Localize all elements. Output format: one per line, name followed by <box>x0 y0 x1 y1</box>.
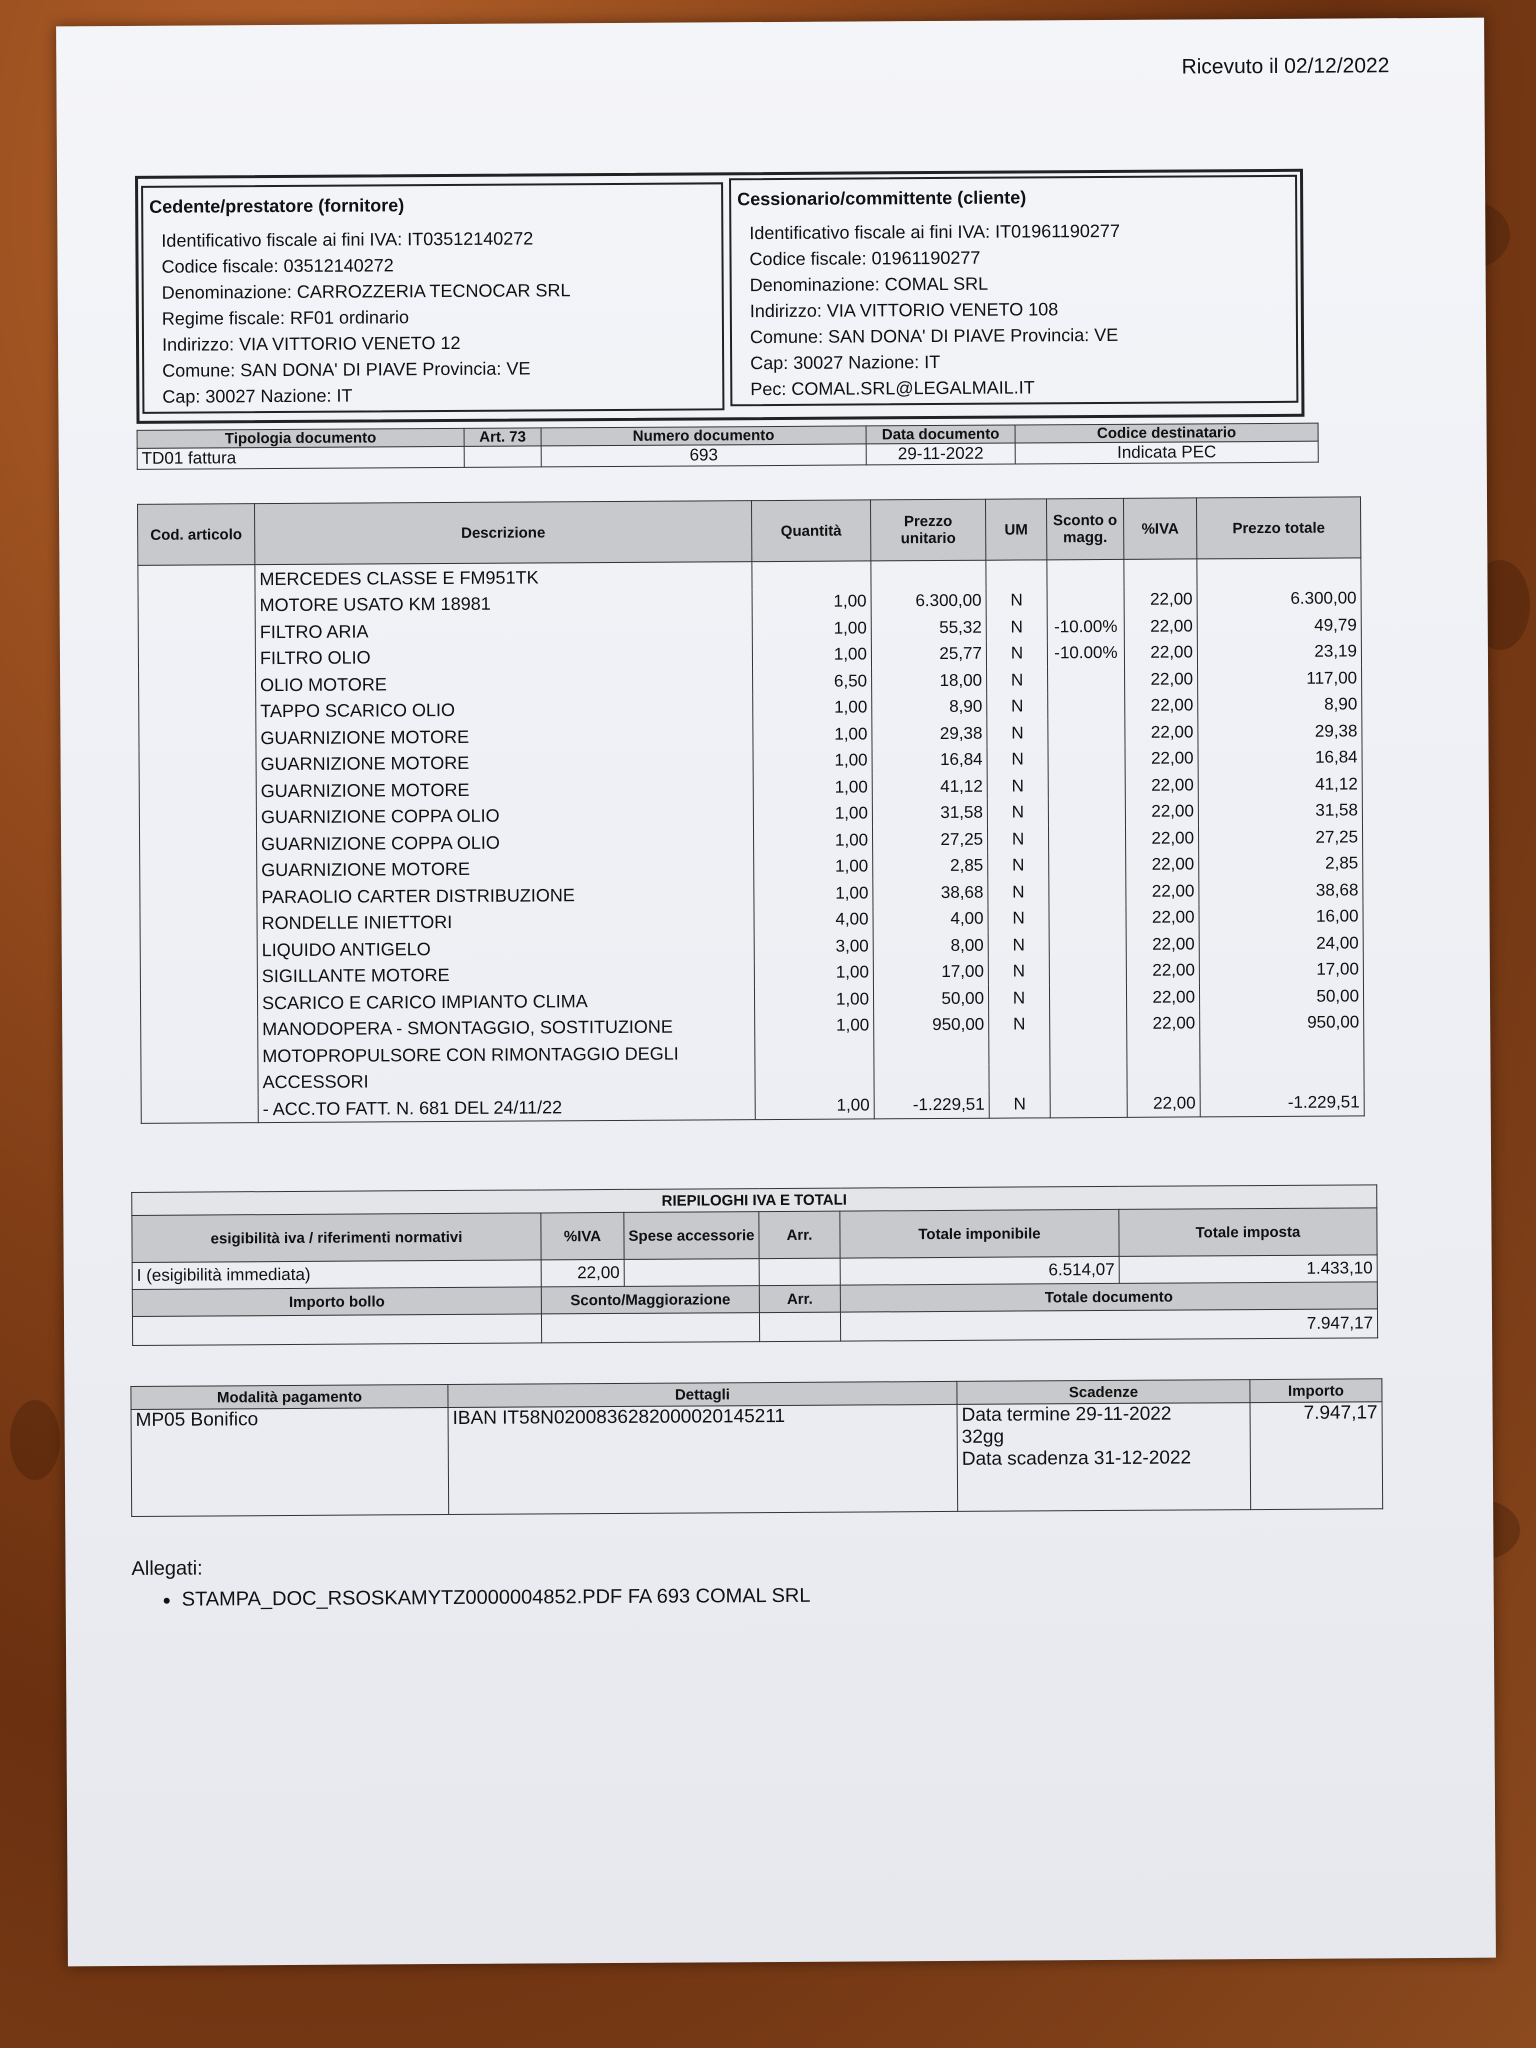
supplier-block <box>141 182 724 414</box>
item-vat: 22,00 <box>1125 692 1198 719</box>
item-description: FILTRO ARIA <box>255 615 752 645</box>
item-unit-price: 31,58 <box>872 799 987 826</box>
item-vat: 22,00 <box>1126 930 1199 957</box>
document-type: TD01 fattura <box>137 446 464 469</box>
item-vat: 22,00 <box>1126 983 1199 1010</box>
art73-value <box>464 446 541 467</box>
customer-line: Cap: 30027 Nazione: IT <box>750 351 941 374</box>
items-header: %IVA <box>1123 498 1196 559</box>
item-discount <box>1050 1010 1127 1037</box>
item-discount <box>1049 984 1126 1011</box>
item-quantity: 1,00 <box>752 641 871 668</box>
item-total <box>1197 558 1361 586</box>
item-vat <box>1127 1063 1200 1090</box>
item-discount <box>1048 666 1125 693</box>
item-total: 16,84 <box>1198 744 1362 772</box>
item-description: GUARNIZIONE MOTORE <box>256 748 753 778</box>
attachments-label: Allegati: <box>131 1557 203 1580</box>
customer-line: Identificativo fiscale ai fini IVA: IT01961190277 <box>749 220 1120 244</box>
payment-header: Modalità pagamento <box>131 1385 448 1410</box>
items-header: Quantità <box>751 500 870 562</box>
supplier-line: Indirizzo: VIA VITTORIO VENETO 12 <box>161 332 461 355</box>
item-discount <box>1050 1037 1127 1064</box>
item-total: 50,00 <box>1199 982 1363 1010</box>
item-vat: 22,00 <box>1127 1010 1200 1037</box>
item-code <box>139 777 256 804</box>
item-description: OLIO MOTORE <box>256 668 753 698</box>
tax-total: 1.433,10 <box>1119 1255 1377 1284</box>
item-discount <box>1049 931 1126 958</box>
item-total: 117,00 <box>1198 664 1362 692</box>
payment-table <box>130 1378 1383 1517</box>
items-header: Descrizione <box>255 501 752 565</box>
item-total: 6.300,00 <box>1197 585 1361 613</box>
item-total: 29,38 <box>1198 717 1362 745</box>
item-code <box>140 910 257 937</box>
taxable-total: 6.514,07 <box>840 1256 1119 1285</box>
item-um: N <box>986 587 1047 614</box>
item-um: N <box>988 984 1049 1011</box>
item-um: N <box>988 958 1049 985</box>
summary-header: Totale imponibile <box>840 1209 1119 1258</box>
meta-header: Codice destinatario <box>1015 423 1318 443</box>
payment-details: IBAN IT58N0200836282000020145211 <box>448 1404 958 1514</box>
item-unit-price: 27,25 <box>872 826 987 853</box>
item-vat: 22,00 <box>1126 904 1199 931</box>
item-unit-price: 8,90 <box>872 693 987 720</box>
item-code <box>140 830 257 857</box>
item-description: GUARNIZIONE MOTORE <box>256 774 753 804</box>
item-quantity: 3,00 <box>754 932 873 959</box>
item-discount <box>1048 745 1125 772</box>
item-unit-price: 38,68 <box>873 879 988 906</box>
summary-header: %IVA <box>541 1212 624 1260</box>
item-code <box>138 592 255 619</box>
item-vat: 22,00 <box>1125 771 1198 798</box>
item-vat: 22,00 <box>1126 877 1199 904</box>
document-meta-table <box>137 423 1319 470</box>
item-discount <box>1048 719 1125 746</box>
item-description: MOTOPROPULSORE CON RIMONTAGGIO DEGLI <box>258 1039 755 1069</box>
item-um: N <box>987 772 1048 799</box>
attachments-list <box>132 1585 811 1612</box>
customer-line: Indirizzo: VIA VITTORIO VENETO 108 <box>749 299 1059 322</box>
item-total: 17,00 <box>1199 956 1363 984</box>
item-total: 23,19 <box>1197 638 1361 666</box>
items-header: UM <box>985 499 1046 560</box>
item-code <box>139 751 256 778</box>
item-vat: 22,00 <box>1125 718 1198 745</box>
rounding <box>759 1258 840 1285</box>
item-description: MANODOPERA - SMONTAGGIO, SOSTITUZIONE <box>258 1013 755 1043</box>
item-vat: 22,00 <box>1126 851 1199 878</box>
due-line: Data termine 29-11-2022 <box>961 1403 1172 1426</box>
item-unit-price: 55,32 <box>871 614 986 641</box>
invoice-page <box>56 18 1496 1967</box>
item-unit-price: 8,00 <box>873 932 988 959</box>
item-quantity: 1,00 <box>753 720 872 747</box>
payment-mode: MP05 Bonifico <box>131 1408 449 1517</box>
item-quantity <box>755 1065 874 1092</box>
item-quantity: 1,00 <box>753 800 872 827</box>
item-vat: 22,00 <box>1125 824 1198 851</box>
item-total: -1.229,51 <box>1200 1088 1364 1116</box>
supplier-line: Codice fiscale: 03512140272 <box>161 255 394 277</box>
item-total: 27,25 <box>1198 823 1362 851</box>
summary-header: Arr. <box>759 1211 840 1258</box>
item-um: N <box>989 1011 1050 1038</box>
item-quantity: 1,00 <box>752 588 871 615</box>
payment-amount: 7.947,17 <box>1250 1402 1383 1510</box>
item-code <box>141 1016 258 1043</box>
item-vat: 22,00 <box>1126 957 1199 984</box>
item-discount <box>1049 878 1126 905</box>
item-description: GUARNIZIONE MOTORE <box>256 721 753 751</box>
item-vat <box>1127 1036 1200 1063</box>
item-total: 16,00 <box>1199 903 1363 931</box>
line-items-table <box>137 496 1365 1123</box>
item-discount <box>1047 559 1124 586</box>
stamp-duty <box>132 1314 541 1345</box>
item-um: N <box>988 905 1049 932</box>
item-quantity: 4,00 <box>754 906 873 933</box>
accessory-costs <box>624 1259 759 1287</box>
item-description: GUARNIZIONE COPPA OLIO <box>256 801 753 831</box>
items-header: Prezzo unitario <box>870 499 985 561</box>
item-discount <box>1048 825 1125 852</box>
item-code <box>140 963 257 990</box>
item-discount: -10.00% <box>1047 639 1124 666</box>
item-um: N <box>989 1090 1050 1117</box>
item-um: N <box>988 852 1049 879</box>
item-unit-price: 41,12 <box>872 773 987 800</box>
item-code <box>141 1042 258 1069</box>
item-vat: 22,00 <box>1124 612 1197 639</box>
summary-header2: Totale documento <box>840 1282 1377 1312</box>
summary-header: Totale imposta <box>1119 1208 1377 1257</box>
item-discount <box>1048 692 1125 719</box>
meta-header: Numero documento <box>541 426 866 446</box>
item-discount <box>1049 851 1126 878</box>
item-quantity: 1,00 <box>754 985 873 1012</box>
summary-header2: Sconto/Maggiorazione <box>541 1286 759 1314</box>
item-unit-price: -1.229,51 <box>874 1091 989 1119</box>
supplier-line: Cap: 30027 Nazione: IT <box>162 385 353 407</box>
item-total: 8,90 <box>1198 691 1362 719</box>
document-date: 29-11-2022 <box>866 443 1015 465</box>
item-quantity: 1,00 <box>753 826 872 853</box>
due-line: Data scadenza 31-12-2022 <box>961 1447 1192 1470</box>
item-code <box>141 1069 258 1096</box>
item-quantity <box>752 561 871 589</box>
item-unit-price <box>874 1038 989 1065</box>
item-total: 2,85 <box>1199 850 1363 878</box>
item-um <box>989 1037 1050 1064</box>
item-code <box>138 618 255 645</box>
item-unit-price: 2,85 <box>873 852 988 879</box>
summary-header: esigibilità iva / riferimenti normativi <box>132 1213 541 1262</box>
vat-exigibility: I (esigibilità immediata) <box>132 1260 541 1289</box>
item-vat: 22,00 <box>1124 586 1197 613</box>
item-vat: 22,00 <box>1125 665 1198 692</box>
item-discount <box>1049 904 1126 931</box>
meta-header: Tipologia documento <box>137 428 464 448</box>
items-header: Cod. articolo <box>138 504 255 566</box>
item-quantity: 1,00 <box>754 959 873 986</box>
payment-due <box>957 1403 1251 1512</box>
item-discount <box>1050 1063 1127 1090</box>
item-discount: -10.00% <box>1047 613 1124 640</box>
supplier-line: Denominazione: CARROZZERIA TECNOCAR SRL <box>161 280 571 303</box>
item-description: TAPPO SCARICO OLIO <box>256 695 753 725</box>
item-description: GUARNIZIONE MOTORE <box>257 854 754 884</box>
rounding2 <box>759 1312 840 1341</box>
item-unit-price: 16,84 <box>872 746 987 773</box>
item-total <box>1200 1035 1364 1063</box>
item-description: PARAOLIO CARTER DISTRIBUZIONE <box>257 880 754 910</box>
item-description: SCARICO E CARICO IMPIANTO CLIMA <box>257 986 754 1016</box>
item-unit-price: 17,00 <box>873 958 988 985</box>
item-unit-price <box>871 560 986 588</box>
item-total <box>1200 1062 1364 1090</box>
item-um: N <box>987 799 1048 826</box>
item-quantity: 1,00 <box>753 694 872 721</box>
item-discount <box>1047 586 1124 613</box>
item-total: 24,00 <box>1199 929 1363 957</box>
item-discount <box>1048 798 1125 825</box>
item-code <box>139 698 256 725</box>
item-code <box>139 724 256 751</box>
item-total: 38,68 <box>1199 876 1363 904</box>
item-code <box>140 883 257 910</box>
supplier-title: Cedente/prestatore (fornitore) <box>149 195 405 217</box>
item-description: ACCESSORI <box>258 1066 755 1096</box>
item-code <box>140 989 257 1016</box>
item-um <box>986 560 1047 587</box>
due-line: 32gg <box>961 1426 1005 1448</box>
payment-header: Dettagli <box>448 1381 957 1407</box>
item-um: N <box>988 931 1049 958</box>
item-description: MERCEDES CLASSE E FM951TK <box>255 562 752 592</box>
summary-header2: Importo bollo <box>132 1287 541 1316</box>
item-vat: 22,00 <box>1124 639 1197 666</box>
items-header: Sconto o magg. <box>1046 498 1123 559</box>
customer-block <box>729 175 1298 406</box>
customer-line: Comune: SAN DONA' DI PIAVE Provincia: VE <box>749 324 1119 348</box>
item-vat: 22,00 <box>1127 1089 1200 1116</box>
item-quantity: 1,00 <box>755 1012 874 1039</box>
item-um: N <box>987 746 1048 773</box>
attachments <box>131 1554 810 1612</box>
items-header: Prezzo totale <box>1196 497 1360 559</box>
recipient-code: Indicata PEC <box>1015 441 1318 464</box>
attachment-item[interactable]: • STAMPA_DOC_RSOSKAMYTZ0000004852.PDF FA 693 COMAL SRL <box>182 1585 811 1612</box>
item-total: 49,79 <box>1197 611 1361 639</box>
summary-header: Spese accessorie <box>624 1212 759 1260</box>
item-um: N <box>987 719 1048 746</box>
customer-line: Denominazione: COMAL SRL <box>749 273 989 296</box>
item-discount <box>1048 772 1125 799</box>
item-code <box>139 671 256 698</box>
item-um: N <box>988 878 1049 905</box>
item-unit-price: 29,38 <box>872 720 987 747</box>
vat-summary-table <box>131 1184 1378 1346</box>
item-discount <box>1050 1090 1127 1117</box>
item-um <box>989 1064 1050 1091</box>
vat-rate: 22,00 <box>541 1259 624 1287</box>
supplier-line: Comune: SAN DONA' DI PIAVE Provincia: VE <box>162 358 531 381</box>
item-vat: 22,00 <box>1125 745 1198 772</box>
item-um: N <box>987 825 1048 852</box>
item-quantity: 1,00 <box>753 747 872 774</box>
supplier-line: Regime fiscale: RF01 ordinario <box>161 307 410 329</box>
discount-surcharge <box>541 1313 759 1343</box>
customer-line: Codice fiscale: 01961190277 <box>749 247 981 270</box>
item-total: 41,12 <box>1198 770 1362 798</box>
item-um: N <box>987 693 1048 720</box>
item-unit-price: 25,77 <box>871 640 986 667</box>
item-quantity: 1,00 <box>755 1091 874 1119</box>
supplier-line: Identificativo fiscale ai fini IVA: IT03512140272 <box>161 228 534 251</box>
item-quantity: 6,50 <box>753 667 872 694</box>
summary-header2: Arr. <box>759 1285 840 1312</box>
item-quantity: 1,00 <box>754 879 873 906</box>
item-discount <box>1049 957 1126 984</box>
item-description: SIGILLANTE MOTORE <box>257 960 754 990</box>
item-total: 31,58 <box>1198 797 1362 825</box>
item-um: N <box>987 666 1048 693</box>
item-unit-price: 6.300,00 <box>871 587 986 614</box>
item-description: MOTORE USATO KM 18981 <box>255 589 752 619</box>
document-number: 693 <box>541 444 866 467</box>
meta-header: Art. 73 <box>464 428 541 446</box>
item-vat: 22,00 <box>1125 798 1198 825</box>
item-unit-price: 18,00 <box>872 667 987 694</box>
item-um: N <box>986 640 1047 667</box>
item-code <box>139 804 256 831</box>
item-description: LIQUIDO ANTIGELO <box>257 933 754 963</box>
item-quantity: 1,00 <box>754 853 873 880</box>
item-description: FILTRO OLIO <box>255 642 752 672</box>
meta-header: Data documento <box>866 425 1015 444</box>
item-code <box>140 936 257 963</box>
item-total: 950,00 <box>1200 1009 1364 1037</box>
summary-title: RIEPILOGHI IVA E TOTALI <box>132 1185 1377 1216</box>
document-total: 7.947,17 <box>840 1309 1377 1341</box>
item-vat <box>1124 559 1197 586</box>
item-quantity: 1,00 <box>752 614 871 641</box>
item-code <box>138 645 255 672</box>
item-code <box>138 565 255 593</box>
item-code <box>140 857 257 884</box>
item-um: N <box>986 613 1047 640</box>
payment-header: Scadenze <box>957 1380 1250 1405</box>
item-unit-price <box>874 1064 989 1091</box>
item-quantity <box>755 1038 874 1065</box>
item-unit-price: 4,00 <box>873 905 988 932</box>
item-description: - ACC.TO FATT. N. 681 DEL 24/11/22 <box>258 1092 755 1122</box>
customer-line: Pec: COMAL.SRL@LEGALMAIL.IT <box>750 377 1035 400</box>
item-unit-price: 50,00 <box>873 985 988 1012</box>
item-description: RONDELLE INIETTORI <box>257 907 754 937</box>
customer-title: Cessionario/committente (cliente) <box>737 187 1027 210</box>
item-description: GUARNIZIONE COPPA OLIO <box>257 827 754 857</box>
item-quantity: 1,00 <box>753 773 872 800</box>
received-date: Ricevuto il 02/12/2022 <box>1181 54 1390 79</box>
payment-header: Importo <box>1250 1379 1382 1403</box>
item-code <box>141 1095 258 1123</box>
item-unit-price: 950,00 <box>874 1011 989 1038</box>
